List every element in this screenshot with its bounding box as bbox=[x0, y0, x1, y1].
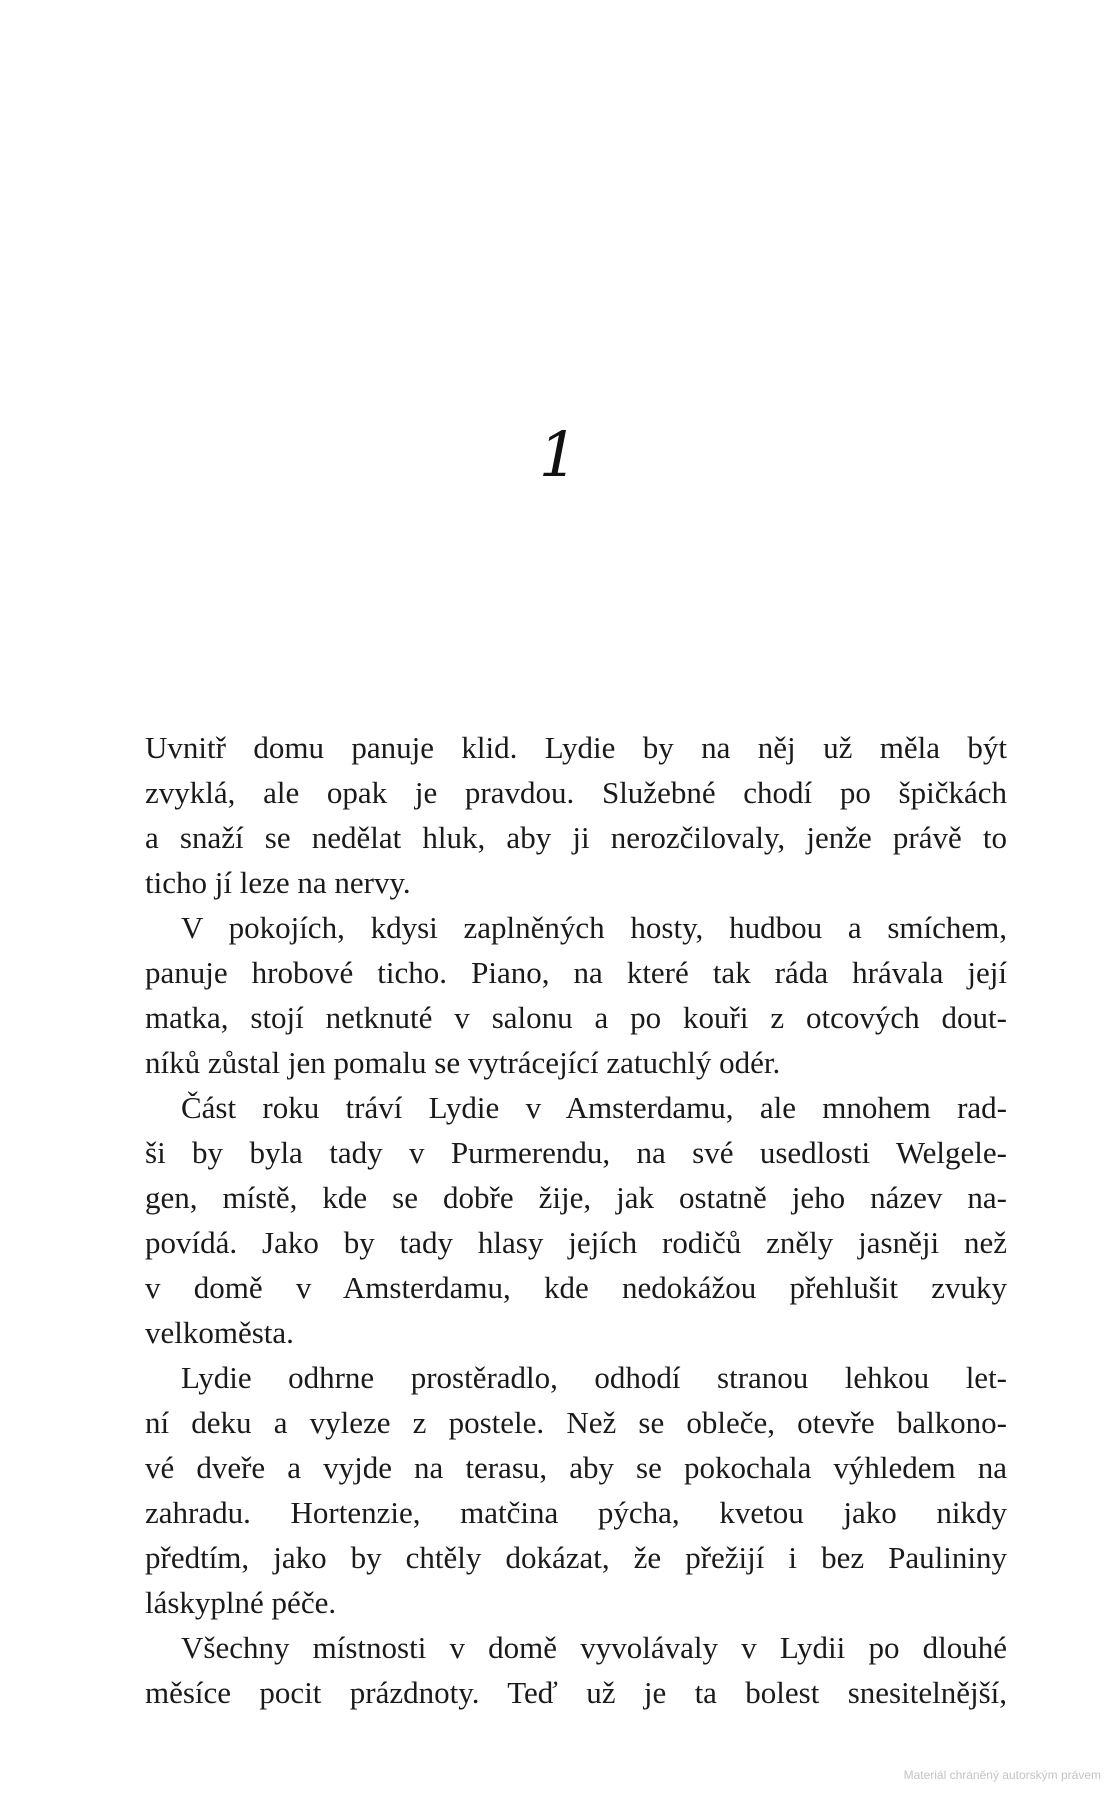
text-line: a snaží se nedělat hluk, aby ji nerozčilovaly, jenže právě to bbox=[145, 820, 1007, 855]
text-line: měsíce pocit prázdnoty. Teď už je ta bolest snesitelnější, bbox=[145, 1675, 1007, 1710]
text-line: Uvnitř domu panuje klid. Lydie by na něj už měla být bbox=[145, 730, 1007, 765]
text-line: matka, stojí netknuté v salonu a po kouři z otcových dout- bbox=[145, 1000, 1007, 1035]
text-line: vé dveře a vyjde na terasu, aby se pokochala výhledem na bbox=[145, 1450, 1007, 1485]
text-line: předtím, jako by chtěly dokázat, že přežijí i bez Paulininy bbox=[145, 1540, 1007, 1575]
text-line: láskyplné péče. bbox=[145, 1585, 337, 1620]
text-line: Všechny místnosti v domě vyvolávaly v Lydii po dlouhé bbox=[181, 1630, 1007, 1665]
text-line: povídá. Jako by tady hlasy jejích rodičů zněly jasněji než bbox=[145, 1225, 1007, 1260]
text-line: ticho jí leze na nervy. bbox=[145, 865, 411, 900]
text-line: ní deku a vyleze z postele. Než se obleče, otevře balkono- bbox=[145, 1405, 1007, 1440]
chapter-body-text bbox=[145, 725, 1007, 1715]
text-line: Část roku tráví Lydie v Amsterdamu, ale mnohem rad- bbox=[181, 1090, 1007, 1125]
text-line: gen, místě, kde se dobře žije, jak ostatně jeho název na- bbox=[145, 1180, 1007, 1215]
chapter-number: 1 bbox=[538, 418, 579, 491]
text-line: zvyklá, ale opak je pravdou. Služebné chodí po špičkách bbox=[145, 775, 1007, 810]
text-line: V pokojích, kdysi zaplněných hosty, hudbou a smíchem, bbox=[181, 910, 1007, 945]
text-line: zahradu. Hortenzie, matčina pýcha, kvetou jako nikdy bbox=[145, 1495, 1007, 1530]
text-line: v domě v Amsterdamu, kde nedokážou přehlušit zvuky bbox=[145, 1270, 1007, 1305]
copyright-watermark: Materiál chráněný autorským právem bbox=[903, 1768, 1101, 1782]
text-line: ši by byla tady v Purmerendu, na své usedlosti Welgele- bbox=[145, 1135, 1007, 1170]
text-line: velkoměsta. bbox=[145, 1315, 294, 1350]
text-line: níků zůstal jen pomalu se vytrácející zatuchlý odér. bbox=[145, 1045, 781, 1080]
text-line: panuje hrobové ticho. Piano, na které tak ráda hrávala její bbox=[145, 955, 1007, 990]
text-line: Lydie odhrne prostěradlo, odhodí stranou lehkou let- bbox=[181, 1360, 1007, 1395]
